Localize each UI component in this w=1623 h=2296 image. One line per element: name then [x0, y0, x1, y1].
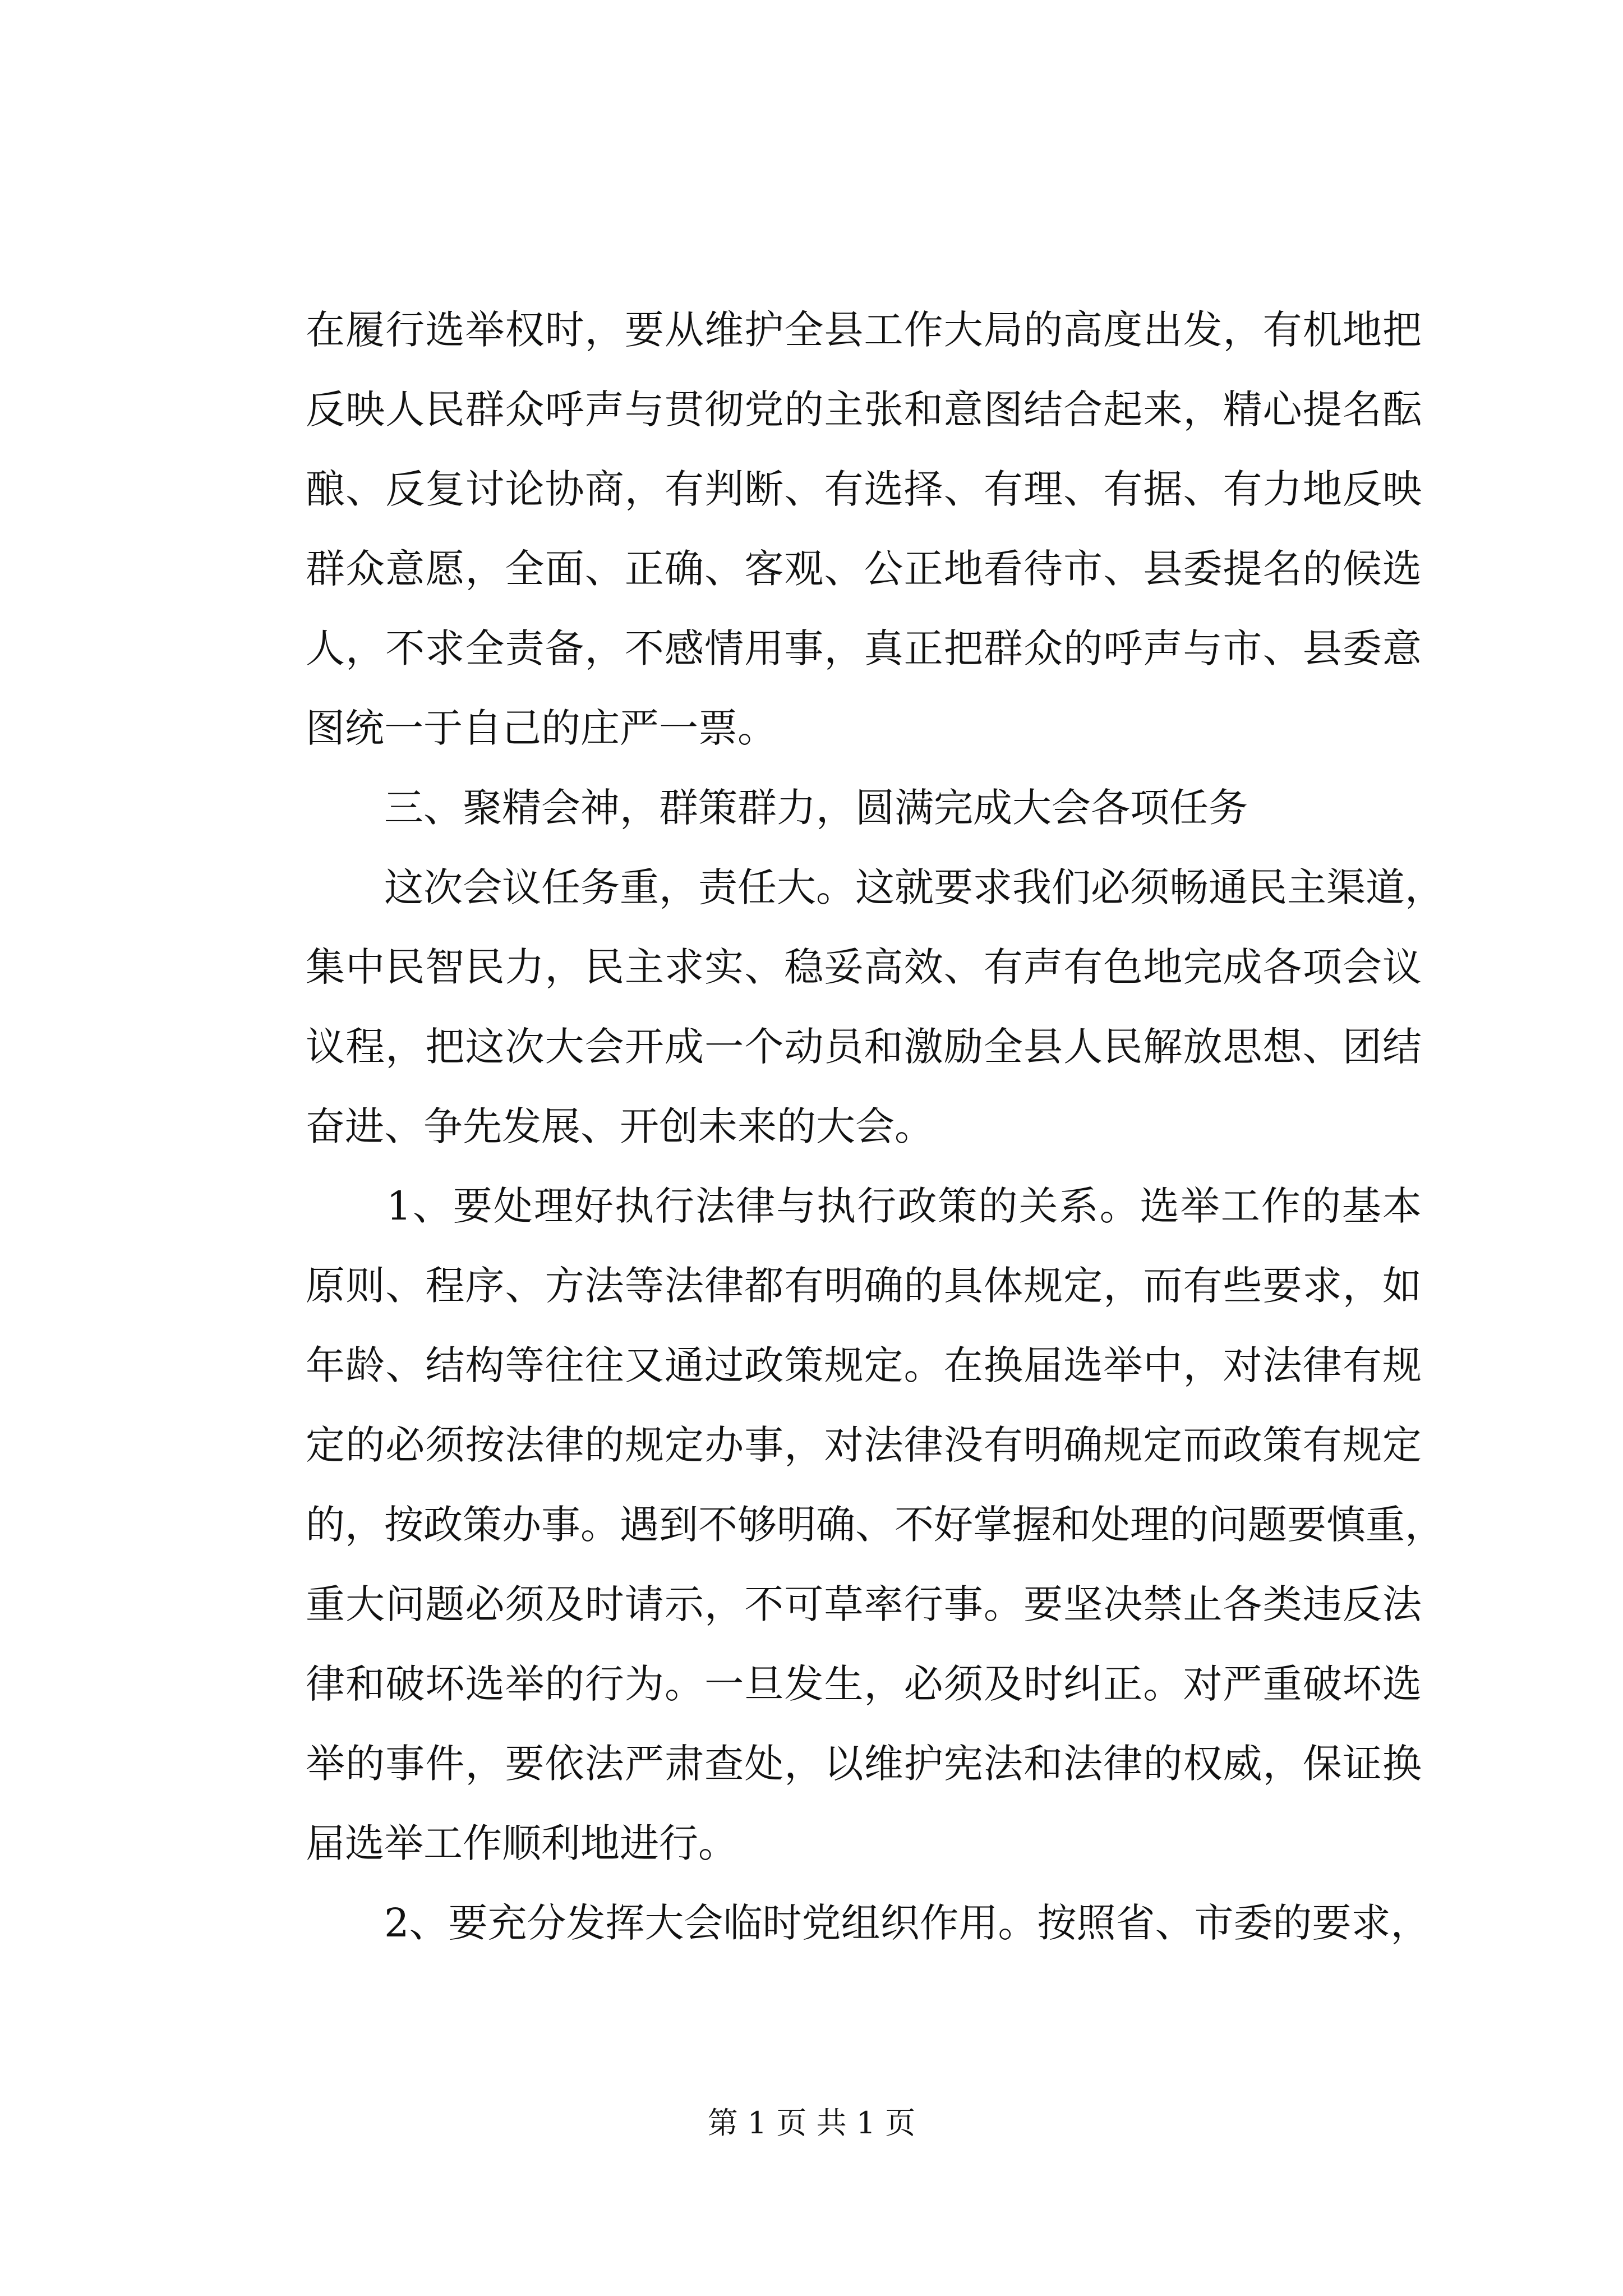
- text-line: 的，按政策办事。遇到不够明确、不好掌握和处理的问题要慎重，: [306, 1502, 1444, 1548]
- text-line: 议程，把这次大会开成一个动员和激励全县人民解放思想、团结: [306, 1024, 1422, 1070]
- page-footer: 第 1 页 共 1 页: [707, 2105, 916, 2141]
- text-line: 举的事件，要依法严肃查处，以维护宪法和法律的权威，保证换: [306, 1741, 1422, 1787]
- text-line: 这次会议任务重，责任大。这就要求我们必须畅通民主渠道，: [306, 864, 1444, 910]
- text-line: 1、要处理好执行法律与执行政策的关系。选举工作的基本: [306, 1183, 1422, 1229]
- text-line: 重大问题必须及时请示，不可草率行事。要坚决禁止各类违反法: [306, 1581, 1422, 1627]
- text-line: 律和破坏选举的行为。一旦发生，必须及时纠正。对严重破坏选: [306, 1661, 1422, 1707]
- text-line: 酿、反复讨论协商，有判断、有选择、有理、有据、有力地反映: [306, 466, 1422, 512]
- text-line: 奋进、争先发展、开创未来的大会。: [306, 1103, 934, 1149]
- text-line: 人，不求全责备，不感情用事，真正把群众的呼声与市、县委意: [306, 625, 1422, 671]
- text-line: 原则、程序、方法等法律都有明确的具体规定，而有些要求，如: [306, 1263, 1422, 1309]
- text-line: 年龄、结构等往往又通过政策规定。在换届选举中，对法律有规: [306, 1342, 1422, 1388]
- text-line: 届选举工作顺利地进行。: [306, 1820, 737, 1866]
- text-line: 2、要充分发挥大会临时党组织作用。按照省、市委的要求，: [306, 1900, 1430, 1946]
- text-line: 在履行选举权时，要从维护全县工作大局的高度出发，有机地把: [306, 307, 1422, 353]
- text-line: 图统一于自己的庄严一票。: [306, 705, 777, 751]
- text-line: 反映人民群众呼声与贯彻党的主张和意图结合起来，精心提名酝: [306, 386, 1422, 432]
- text-line: 定的必须按法律的规定办事，对法律没有明确规定而政策有规定: [306, 1422, 1422, 1468]
- section-heading: 三、聚精会神，群策群力，圆满完成大会各项任务: [306, 785, 1248, 831]
- text-line: 群众意愿，全面、正确、客观、公正地看待市、县委提名的候选: [306, 546, 1422, 592]
- text-line: 集中民智民力，民主求实、稳妥高效、有声有色地完成各项会议: [306, 944, 1422, 990]
